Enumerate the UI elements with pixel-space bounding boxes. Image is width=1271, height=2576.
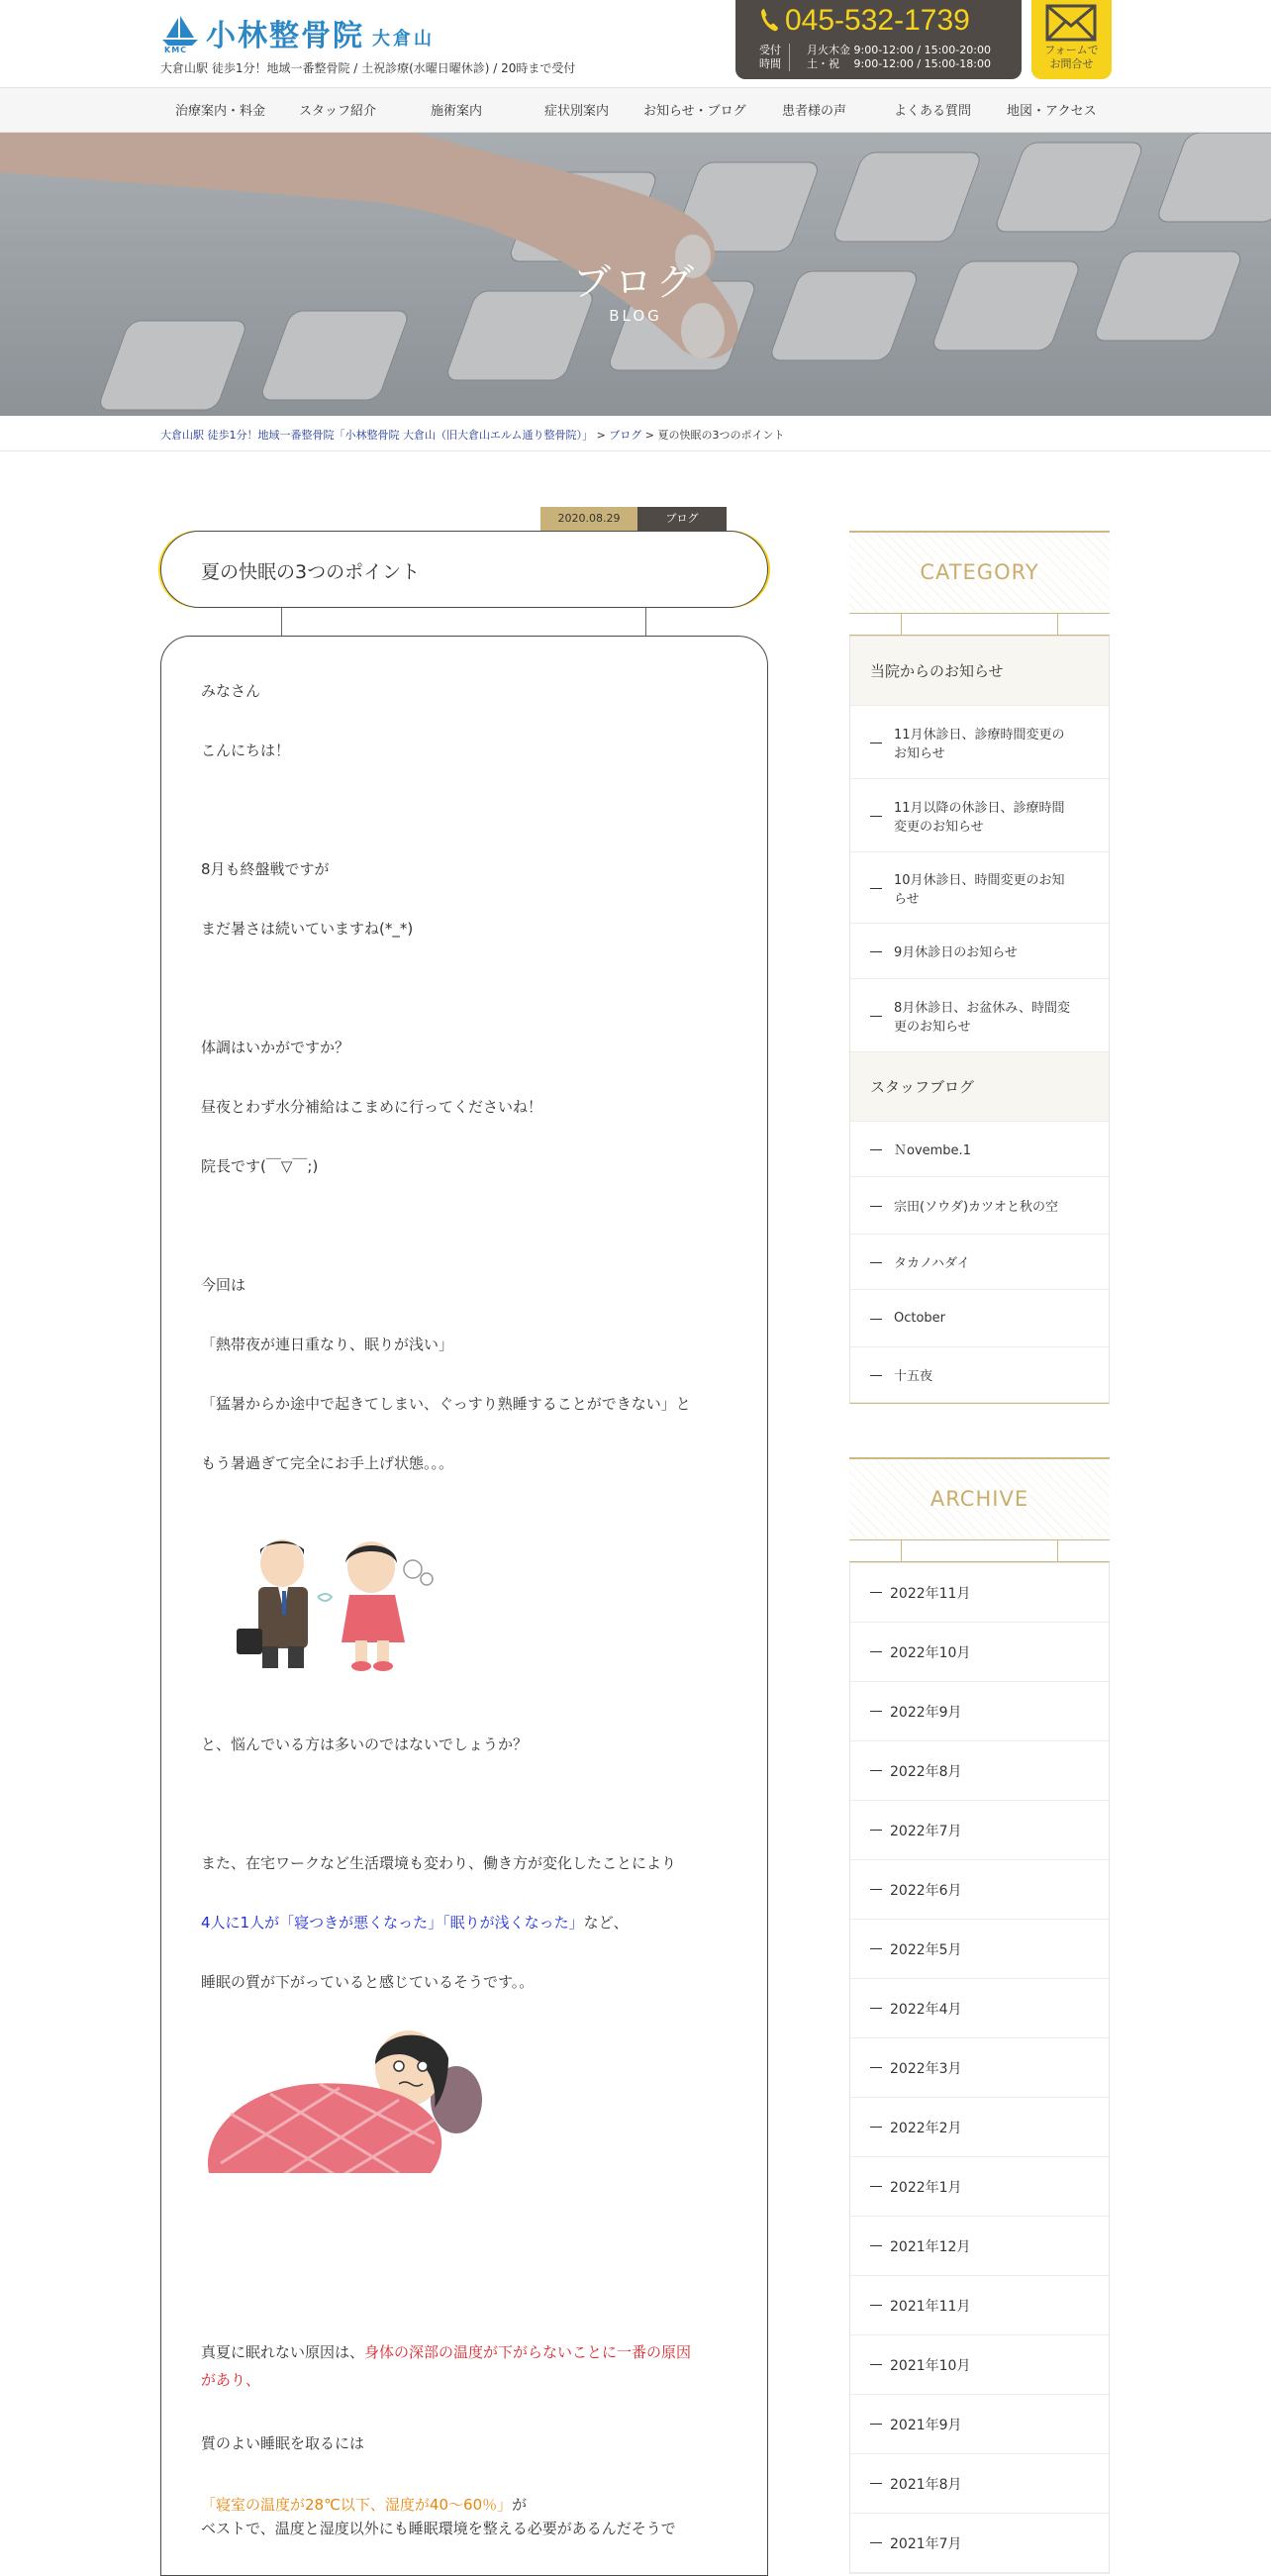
contact-form-button[interactable] [1031,0,1112,79]
header-tagline: 大倉山駅 徒歩1分！地域一番整骨院 / 土祝診療(水曜日曜休診) / 20時まで受付 [160,61,576,75]
category-item[interactable] [850,1235,1109,1290]
post-cause-line [201,2341,691,2362]
breadcrumb-blog-link[interactable]: ブログ [609,429,642,442]
nav-item-treatment-guide[interactable]: 施術案内 [431,104,483,119]
post-paragraph: 睡眠の質が下がっていると感じているそうです。。 [201,1973,535,1991]
hours-label-line: 受付 [759,44,781,56]
archive-item[interactable] [850,2514,1109,2573]
hero-banner [0,133,1271,416]
archive-item-label: 2022年7月 [890,1824,962,1839]
contact-label-line: お問合せ [1049,57,1094,70]
archive-item-label: 2022年8月 [890,1764,962,1780]
archive-item-label: 2021年8月 [890,2477,962,2493]
category-item-label: 11月休診日、診療時間変更の [894,727,1065,743]
category-item-label: 変更のお知らせ [894,819,984,835]
archive-item-label: 2022年5月 [890,1942,962,1958]
archive-title: ARCHIVE [929,1487,1029,1511]
archive-item[interactable] [850,1979,1109,2038]
category-item-label: 宗田(ソウダ)カツオと秋の空 [894,1200,1059,1215]
archive-item[interactable] [850,1682,1109,1741]
category-item-label: 8月休診日、お盆休み、時間変 [894,1000,1071,1016]
post-content [160,636,768,2576]
category-item-label: タカノハダイ [894,1256,970,1271]
business-hours [807,44,991,71]
site-logo[interactable] [160,14,435,53]
category-heading [849,531,1110,614]
archive-item[interactable] [850,1623,1109,1682]
post-paragraph: ベストで、温度と湿度以外にも睡眠環境を整える必要があるんだそうで [201,2520,676,2537]
archive-list [849,1562,1110,2574]
category-item-label: らせ [894,891,920,907]
breadcrumb-separator: > [644,429,654,442]
category-item[interactable] [850,1177,1109,1235]
category-list [849,636,1110,1404]
post-paragraph: と、悩んでいる方は多いのではないでしょうか？ [201,1735,529,1753]
phone-box[interactable] [735,0,1022,79]
hero-title: ブログ [572,260,698,304]
category-title: CATEGORY [920,560,1039,584]
category-item-label: 十五夜 [894,1369,933,1384]
breadcrumb [0,416,1271,451]
post-paragraph: また、在宅ワークなど生活環境も変わり、働き方が変化したことにより [201,1854,677,1872]
category-item-label: Ｎovembe.1 [894,1143,971,1158]
sleepless-woman-illustration [201,2025,484,2183]
post-paragraph: 昼夜とわず水分補給はこまめに行ってくださいね！ [201,1098,543,1116]
ship-logo-icon [160,14,200,53]
archive-item-label: 2021年9月 [890,2418,962,2433]
hours-line: 土・祝 9:00-12:00 / 15:00-18:00 [807,57,991,70]
phone-number-text: 045-532-1739 [785,4,970,37]
hours-label-line: 時間 [759,57,781,70]
nav-item-testimonials[interactable]: 患者様の声 [782,104,847,119]
post-title-box [160,531,768,608]
category-heading-tabs [849,614,1110,636]
post-date: 2020.08.29 [540,507,637,531]
nav-item-staff[interactable]: スタッフ紹介 [299,104,377,119]
post-paragraph: まだ暑さは続いていますね(*_*) [201,920,414,938]
archive-item-label: 2022年3月 [890,2061,962,2077]
archive-item[interactable] [850,2395,1109,2454]
phone-number[interactable] [759,4,970,38]
archive-item[interactable] [850,2217,1109,2276]
post-paragraph: 「猛暑からか途中で起きてしまい、ぐっすり熟睡することができない」と [201,1395,691,1413]
post-paragraph: 今回は [201,1276,246,1294]
category-item[interactable] [850,1122,1109,1177]
cause-before-text: 真夏に眠れない原因は、 [201,2343,365,2361]
post-highlight-line [201,1912,629,1932]
temp-after-text: が [512,2496,528,2514]
post-paragraph: 8月も終盤戦ですが [201,860,330,878]
category-item-label: 11月以降の休診日、診療時間 [894,800,1065,816]
archive-item-label: 2021年11月 [890,2299,971,2315]
archive-item[interactable] [850,2335,1109,2395]
category-item-label: お知らせ [894,745,945,761]
post-paragraph: もう暑過ぎて完全にお手上げ状態。。。 [201,1454,454,1472]
post-title: 夏の快眠の3つのポイント [201,561,421,583]
archive-heading-tabs [849,1540,1110,1562]
archive-item[interactable] [850,2454,1109,2514]
category-item[interactable] [850,1347,1109,1403]
highlight-red-text: があり、 [201,2371,261,2389]
archive-item[interactable] [850,2098,1109,2157]
post-paragraph: 院長です(￣▽￣;) [201,1157,319,1175]
post-category-tag[interactable]: ブログ [637,507,727,531]
nav-item-treatment-pricing[interactable]: 治療案内・料金 [175,104,266,119]
contact-label [1031,44,1112,71]
category-item-label: 10月休診日、時間変更のお知 [894,872,1065,888]
archive-item[interactable] [850,2276,1109,2335]
nav-item-faq[interactable]: よくある質問 [894,104,972,119]
highlight-after-text: など、 [583,1914,629,1932]
logo-area: 大倉山 [372,29,435,50]
nav-item-access[interactable]: 地図・アクセス [1007,104,1097,119]
phone-icon [759,7,779,33]
category-item[interactable] [850,779,1109,852]
category-item[interactable] [850,924,1109,979]
category-item[interactable] [850,979,1109,1052]
contact-label-line: フォームで [1044,44,1099,56]
archive-item-label: 2022年1月 [890,2180,962,2196]
archive-item[interactable] [850,1741,1109,1801]
main-nav [0,87,1271,133]
archive-item[interactable] [850,2157,1109,2217]
post-temp-line [201,2494,527,2515]
archive-item[interactable] [850,1920,1109,1979]
category-group-staff-blog[interactable]: スタッフブログ [850,1052,1109,1122]
nav-item-symptoms[interactable]: 症状別案内 [544,104,610,119]
category-item[interactable] [850,1290,1109,1347]
category-item-label: October [894,1311,946,1326]
post-paragraph: みなさん [201,682,261,700]
post-cause-line [201,2369,260,2390]
post-paragraph: こんにちは！ [201,742,291,759]
category-item-label: 更のお知らせ [894,1019,971,1035]
post-paragraph: 体調はいかがですか？ [201,1039,350,1056]
breadcrumb-separator: > [596,429,606,442]
nav-item-news-blog[interactable]: お知らせ・ブログ [643,104,746,119]
archive-heading [849,1457,1110,1540]
archive-item[interactable] [850,1860,1109,1920]
breadcrumb-home-link[interactable]: 大倉山駅 徒歩1分！地域一番整骨院「小林整骨院 大倉山（旧大倉山エルム通り整骨院）」 [160,429,594,442]
title-connector [281,608,282,636]
category-item[interactable] [850,852,1109,924]
archive-item-label: 2022年6月 [890,1883,962,1899]
highlight-red-text: 身体の深部の温度が下がらないことに一番の原因 [364,2343,692,2361]
logo-name: 小林整骨院 [206,19,364,53]
archive-item[interactable] [850,1563,1109,1623]
post-paragraph: 質のよい睡眠を取るには [201,2434,365,2452]
logo-sub-text: KMC [164,46,188,54]
tired-people-illustration [201,1534,439,1672]
hero-subtitle: BLOG [609,307,662,325]
archive-item-label: 2021年12月 [890,2239,971,2255]
hours-label [759,44,790,71]
archive-item-label: 2022年2月 [890,2121,962,2136]
title-connector [645,608,646,636]
site-header [0,0,1271,87]
mail-icon [1045,4,1097,42]
archive-item-label: 2022年9月 [890,1705,962,1721]
highlight-orange-text: 「寝室の温度が28℃以下、湿度が40～60％」 [201,2496,513,2514]
category-group-notices[interactable]: 当院からのお知らせ [850,637,1109,706]
post-paragraph: 「熱帯夜が連日重なり、眠りが浅い」 [201,1336,454,1353]
category-item-label: 9月休診日のお知らせ [894,945,1018,960]
archive-item-label: 2022年11月 [890,1586,971,1602]
archive-item-label: 2021年7月 [890,2536,962,2552]
archive-item-label: 2022年10月 [890,1645,971,1661]
hours-line: 月火木金 9:00-12:00 / 15:00-20:00 [807,44,991,56]
category-item[interactable] [850,706,1109,779]
highlight-blue-text: 4人に1人が「寝つきが悪くなった」「眠りが浅くなった」 [201,1914,584,1932]
archive-item-label: 2021年10月 [890,2358,971,2374]
breadcrumb-current: 夏の快眠の3つのポイント [657,429,785,442]
archive-item[interactable] [850,2038,1109,2098]
archive-item-label: 2022年4月 [890,2002,962,2018]
archive-item[interactable] [850,1801,1109,1860]
